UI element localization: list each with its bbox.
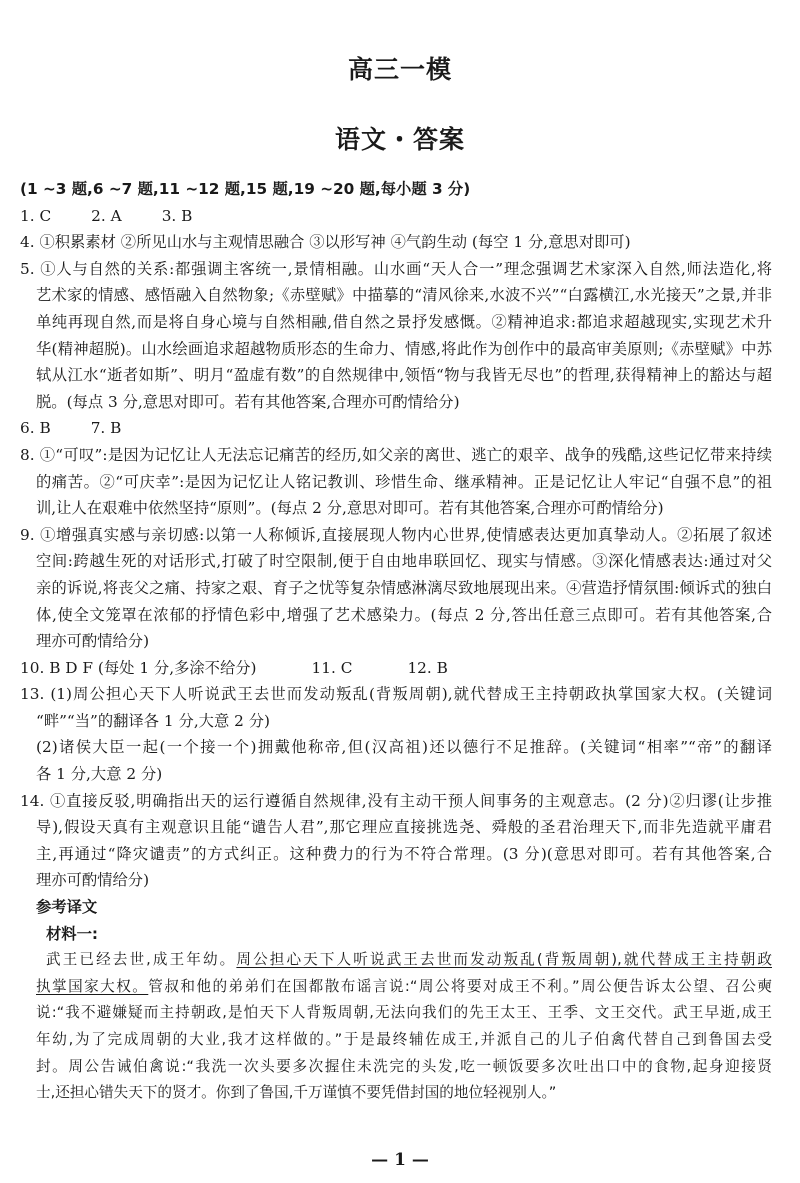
answer-13-line: 13. (1)周公担心天下人听说武王去世而发动叛乱(背叛周朝),就代替成王主持朝政执掌国家大权。(关键词: [20, 685, 772, 704]
answer-9-line: 9. ①增强真实感与亲切感:以第一人称倾诉,直接展现人物内心世界,使情感表达更加真挚动人。②拓展了叙述: [20, 525, 772, 544]
translation-underline: 执掌国家大权。: [36, 977, 149, 995]
answer-10: 10. B D F (每处 1 分,多涂不给分): [20, 658, 257, 677]
translation-line: 说:“我不避嫌疑而主持朝政,是怕天下人背叛周朝,无法向我们的先王太王、王季、文王交代。武王早逝,成王: [36, 1004, 772, 1022]
answer-9-line: 理亦可酌情给分): [36, 632, 150, 651]
answer-8-line: 训,让人在艰难中依然坚持“原则”。(每点 2 分,意思对即可。若有其他答案,合理亦可酌情给分): [36, 499, 664, 518]
answer-7: 7. B: [90, 419, 122, 438]
answer-14-line: 主,再通过“降灾谴责”的方式纠正。这种费力的行为不符合常理。(3 分)(意思对即可。若有其他答案,合: [36, 844, 772, 863]
scoring-note: (1 ~3 题,6 ~7 题,11 ~12 题,15 题,19 ~20 题,每小题 3 分): [20, 180, 471, 198]
page-number: — 1 —: [371, 1150, 429, 1170]
translation-start: 武王已经去世,成王年幼。: [46, 951, 237, 969]
answer-12: 12. B: [407, 658, 448, 677]
answer-2: 2. A: [91, 206, 122, 225]
translation-underline: 周公担心天下人听说武王去世而发动叛乱(背叛周朝),就代替成王主持朝政: [236, 951, 772, 969]
answer-13-line: “畔”“当”的翻译各 1 分,大意 2 分): [36, 711, 270, 730]
answer-14-line: 理亦可酌情给分): [36, 871, 150, 890]
answer-5-line: 单纯再现自然,而是将自身心境与自然相融,借自然之景抒发感慨。②精神追求:都追求超越现实,实现艺术升: [36, 312, 772, 331]
answer-11: 11. C: [311, 658, 353, 677]
answer-5-line: 轼从江水“逝者如斯”、明月“盈虚有数”的自然规律中,领悟“物与我皆无尽也”的哲理,获得精神上的豁达与超: [36, 366, 772, 385]
translation-line: 年幼,为了完成周朝的大业,我才这样做的。”于是最终辅佐成王,并派自己的儿子伯禽代替自己到鲁国去受: [36, 1031, 772, 1048]
answer-13-line: 各 1 分,大意 2 分): [36, 765, 163, 784]
translation-line: 封。周公告诫伯禽说:“我洗一次头要多次握住未洗完的头发,吃一顿饭要多次吐出口中的食物,起身迎接贤: [36, 1057, 772, 1075]
answer-8-line: 8. ①“可叹”:是因为记忆让人无法忘记痛苦的经历,如父亲的离世、逃亡的艰辛、战争的残酷,这些记忆带来持续: [20, 445, 772, 464]
answer-3: 3. B: [161, 206, 193, 225]
answer-5-line: 脱。(每点 3 分,意思对即可。若有其他答案,合理亦可酌情给分): [36, 392, 460, 411]
answer-row-6-7: [20, 415, 772, 442]
answer-5-line: 华(精神超脱)。山水绘画追求超越物质形态的生命力、情感,将此作为创作中的最高审美原则;《赤壁赋》中苏: [36, 339, 772, 358]
answer-5-line: 艺术家的情感、感悟融入自然物象;《赤壁赋》中描摹的“清风徐来,水波不兴”“白露横江,水光接天”之景,并非: [36, 286, 772, 305]
answer-4: 4. ①积累素材 ②所见山水与主观情思融合 ③以形写神 ④气韵生动 (每空 1 分,意思对即可): [20, 233, 631, 252]
answer-1: 1. C: [20, 206, 52, 225]
material-label: 材料一:: [46, 924, 99, 943]
translation-line: 士,还担心错失天下的贤才。你到了鲁国,千万谨慎不要凭借封国的地位轻视别人。”: [36, 1084, 557, 1102]
answer-6: 6. B: [20, 419, 51, 438]
translation-line: [20, 947, 772, 974]
answer-row-10-12: [20, 655, 772, 682]
answer-13-line: (2)诸侯大臣一起(一个接一个)拥戴他称帝,但(汉高祖)还以德行不足推辞。(关键词“相率”“帝”的翻译: [36, 738, 772, 757]
answer-9-line: 空间:跨越生死的对话形式,打破了时空限制,便于自由地串联回忆、现实与情感。③深化情感表达:通过对父: [36, 552, 772, 571]
exam-title: 高三一模: [347, 55, 452, 84]
translation-text: 管叔和他的弟弟们在国都散布谣言说:“周公将要对成王不利。”周公便告诉太公望、召公奭: [148, 977, 772, 995]
answer-14-line: 14. ①直接反驳,明确指出天的运行遵循自然规律,没有主动干预人间事务的主观意志。(2 分)②归谬(让步推: [20, 791, 772, 810]
translation-heading: 参考译文: [36, 898, 98, 917]
answer-8-line: 的痛苦。②“可庆幸”:是因为记忆让人铭记教训、珍惜生命、继承精神。正是记忆让人牢记“自强不息”的祖: [36, 472, 772, 491]
answer-row-1-3: [20, 203, 772, 230]
answer-content: [20, 176, 772, 1107]
translation-line: [20, 974, 772, 1001]
answer-14-line: 导),假设天真有主观意识且能“谴告人君”,那它理应直接挑选尧、舜般的圣君治理天下,而非先造就平庸君: [36, 818, 772, 837]
answer-5-line: 5. ①人与自然的关系:都强调主客统一,景情相融。山水画“天人合一”理念强调艺术家深入自然,师法造化,将: [20, 259, 772, 278]
exam-subtitle: 语文・答案: [334, 125, 465, 154]
answer-9-line: 亲的诉说,将丧父之痛、持家之艰、育子之忧等复杂情感淋漓尽致地展现出来。④营造抒情氛围:倾诉式的独白: [36, 578, 772, 597]
answer-9-line: 体,使全文笼罩在浓郁的抒情色彩中,增强了艺术感染力。(每点 2 分,答出任意三点即可。若有其他答案,合: [36, 605, 772, 624]
